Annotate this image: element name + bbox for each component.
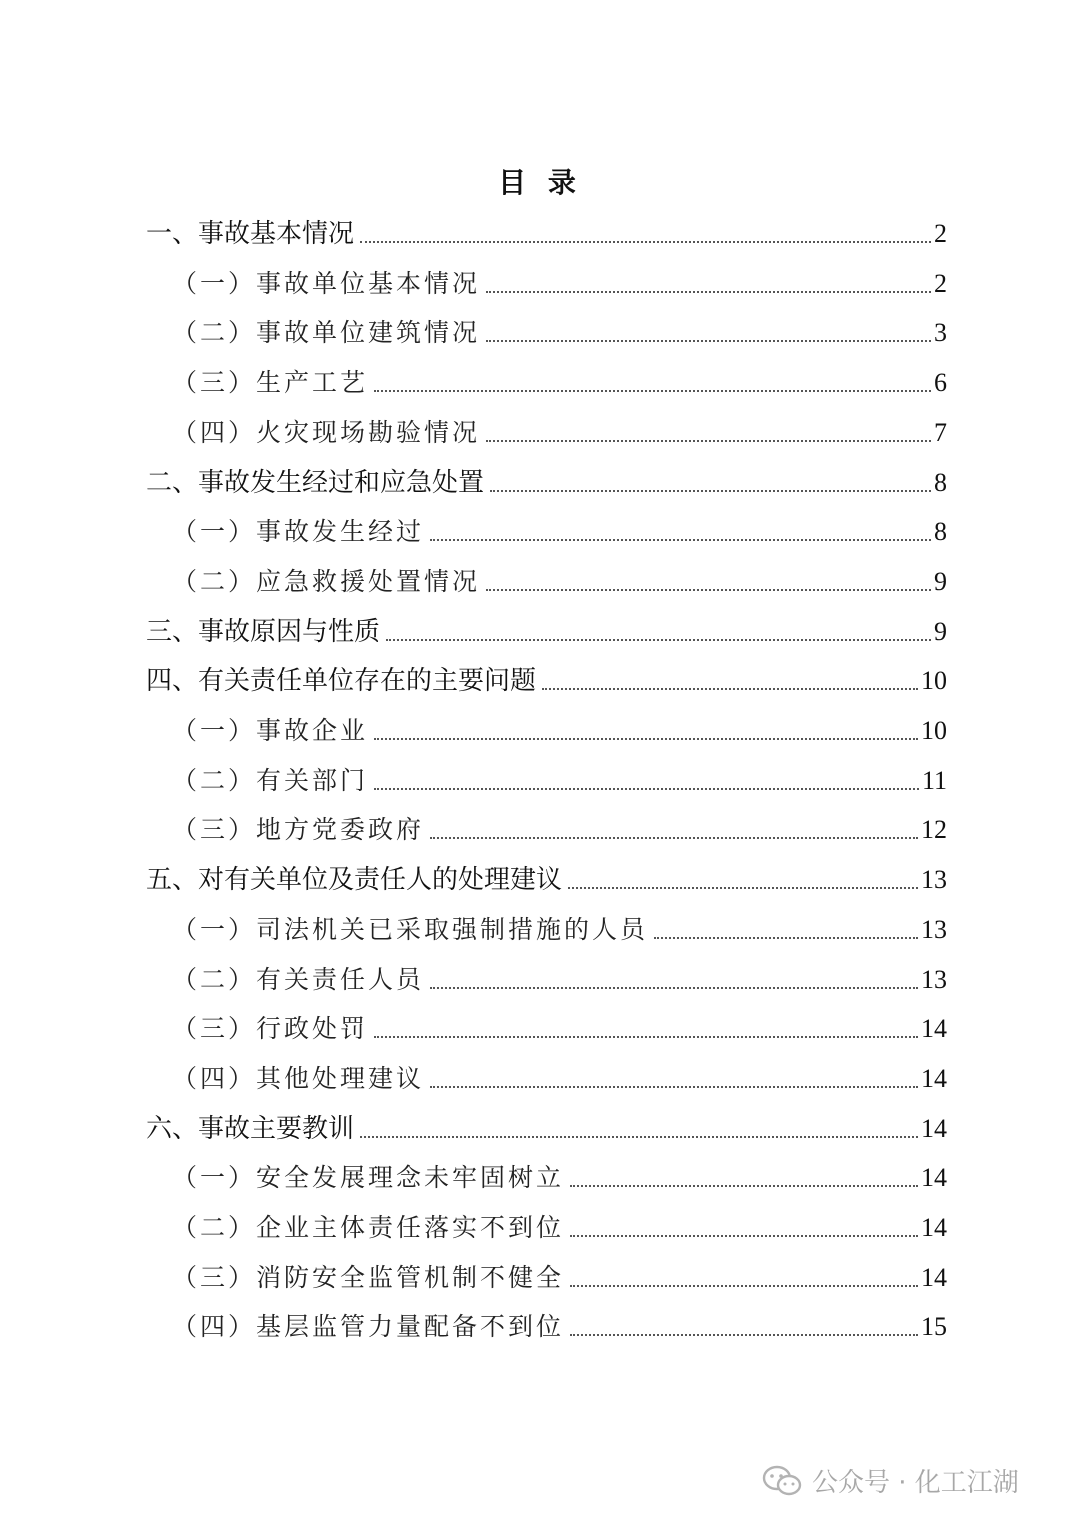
toc-page-number: 3 — [934, 318, 947, 347]
toc-subsection — [172, 756, 947, 800]
toc-entry-title: （三）行政处罚 — [172, 1014, 369, 1043]
toc-page-number: 14 — [921, 1014, 947, 1043]
toc-section — [146, 855, 947, 899]
toc-entry-title: 六、事故主要教训 — [146, 1114, 355, 1144]
toc-page-number: 9 — [934, 567, 947, 596]
toc-page-number: 15 — [921, 1312, 947, 1341]
toc-entry-title: 二、事故发生经过和应急处置 — [146, 468, 485, 498]
toc-page-number: 8 — [934, 468, 947, 497]
toc-subsection — [172, 259, 947, 303]
toc-subsection — [172, 1054, 947, 1098]
toc-entry-title: 五、对有关单位及责任人的处理建议 — [146, 865, 563, 895]
toc-subsection — [172, 507, 947, 551]
dot-leader — [570, 1185, 918, 1187]
dot-leader — [486, 589, 931, 591]
toc-entry-title: （二）应急救援处置情况 — [172, 567, 481, 596]
toc-entry-title: （四）火灾现场勘验情况 — [172, 418, 481, 447]
toc-section — [146, 209, 947, 253]
toc-subsection — [172, 408, 947, 452]
toc-entry-title: （一）事故单位基本情况 — [172, 269, 481, 298]
dot-leader — [490, 490, 931, 492]
dot-leader — [570, 1334, 918, 1336]
toc-page-number: 14 — [921, 1114, 947, 1143]
dot-leader — [486, 291, 931, 293]
toc-page-number: 11 — [921, 766, 947, 795]
toc-page-number: 13 — [921, 915, 947, 944]
toc-entry-title: （三）地方党委政府 — [172, 815, 425, 844]
dot-leader — [568, 887, 918, 889]
toc-page-number: 2 — [934, 219, 947, 248]
toc-page-number: 14 — [921, 1163, 947, 1192]
dot-leader — [374, 738, 918, 740]
dot-leader — [486, 440, 931, 442]
toc-section — [146, 1104, 947, 1148]
toc-section — [146, 656, 947, 700]
toc-section — [146, 607, 947, 651]
dot-leader — [430, 1086, 918, 1088]
toc-entry-title: （四）基层监管力量配备不到位 — [172, 1312, 565, 1341]
toc-section — [146, 458, 947, 502]
toc-page-number: 14 — [921, 1213, 947, 1242]
watermark — [762, 1462, 1019, 1499]
toc-page-number: 8 — [934, 517, 947, 546]
toc-page-number: 2 — [934, 269, 947, 298]
dot-leader — [386, 639, 931, 641]
toc-page-number: 14 — [921, 1263, 947, 1292]
dot-leader — [360, 1136, 918, 1138]
toc-entry-title: （一）司法机关已采取强制措施的人员 — [172, 915, 649, 944]
dot-leader — [486, 340, 931, 342]
dot-leader — [374, 1036, 918, 1038]
toc-subsection — [172, 905, 947, 949]
dot-leader — [374, 390, 931, 392]
toc-subsection — [172, 1004, 947, 1048]
dot-leader — [570, 1235, 918, 1237]
toc-page-number: 10 — [921, 666, 947, 695]
wechat-icon — [762, 1465, 802, 1497]
dot-leader — [654, 937, 918, 939]
toc-subsection — [172, 557, 947, 601]
toc-entry-title: 四、有关责任单位存在的主要问题 — [146, 666, 537, 696]
toc-page-number: 6 — [934, 368, 947, 397]
toc-entry-title: （二）有关部门 — [172, 766, 369, 795]
dot-leader — [430, 837, 918, 839]
toc-subsection — [172, 1153, 947, 1197]
toc-entry-title: （二）事故单位建筑情况 — [172, 318, 481, 347]
toc-page-number: 7 — [934, 418, 947, 447]
toc-page-number: 10 — [921, 716, 947, 745]
toc-entry-title: （二）企业主体责任落实不到位 — [172, 1213, 565, 1242]
toc-page-number: 14 — [921, 1064, 947, 1093]
dot-leader — [542, 688, 918, 690]
toc-subsection — [172, 1302, 947, 1346]
toc-subsection — [172, 955, 947, 999]
toc-subsection — [172, 1253, 947, 1297]
toc-page-number: 13 — [921, 865, 947, 894]
toc-page-number: 9 — [934, 617, 947, 646]
dot-leader — [360, 241, 931, 243]
toc-subsection — [172, 1203, 947, 1247]
toc-entry-title: （一）事故发生经过 — [172, 517, 425, 546]
dot-leader — [374, 788, 919, 790]
dot-leader — [430, 539, 931, 541]
toc-entry-title: （一）安全发展理念未牢固树立 — [172, 1163, 565, 1192]
toc-page-number: 12 — [921, 815, 947, 844]
toc-subsection — [172, 805, 947, 849]
watermark-text: 公众号 · 化工江湖 — [812, 1468, 1019, 1498]
toc-entry-title: 三、事故原因与性质 — [146, 617, 381, 647]
toc-subsection — [172, 358, 947, 402]
toc-entry-title: （四）其他处理建议 — [172, 1064, 425, 1093]
page-title: 目 录 — [498, 166, 582, 199]
dot-leader — [430, 987, 918, 989]
toc-entry-title: （一）事故企业 — [172, 716, 369, 745]
toc-subsection — [172, 706, 947, 750]
toc-entry-title: （二）有关责任人员 — [172, 965, 425, 994]
toc-entry-title: 一、事故基本情况 — [146, 219, 355, 249]
toc-subsection — [172, 308, 947, 352]
toc-entry-title: （三）消防安全监管机制不健全 — [172, 1263, 565, 1292]
toc-entry-title: （三）生产工艺 — [172, 368, 369, 397]
toc-page-number: 13 — [921, 965, 947, 994]
dot-leader — [570, 1285, 918, 1287]
